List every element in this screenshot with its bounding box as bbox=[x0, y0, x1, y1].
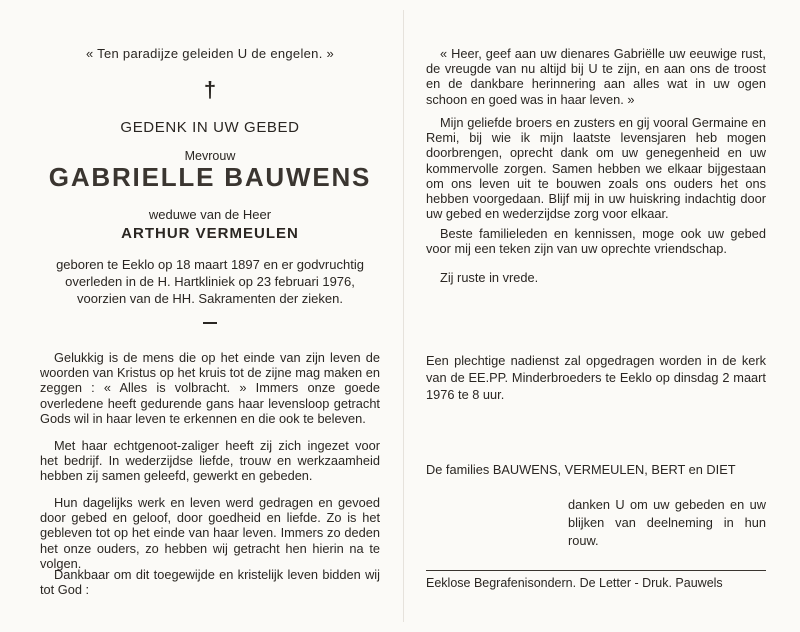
paragraph-friends: Beste familieleden en kennissen, moge ook uw gebed voor mij een teken zijn van uw oprechte vriendschap. bbox=[426, 226, 766, 257]
paragraph-echtgenoot: Met haar echtgenoot-zaliger heeft zij zich ingezet voor het bedrijf. In wederzijdse liefde, trouw en werkzaamheid hebben zij samen geleefd, gewerkt en gebeden. bbox=[40, 438, 380, 484]
printer-rule bbox=[426, 570, 766, 571]
deceased-name: GABRIELLE BAUWENS bbox=[48, 162, 372, 192]
paragraph-werk: Hun dagelijks werk en leven werd gedragen en gevoed door gebed en geloof, door goedheid en liefde. Zo is het gebleven tot op het einde van haar leven. Immers zo deden het onze ouders, zo hebben wij getracht hen hierin na te volgen. bbox=[40, 495, 380, 571]
remember-heading: GEDENK IN UW GEBED bbox=[120, 119, 300, 136]
widow-of-label: weduwe van de Heer bbox=[148, 207, 272, 222]
fold-line bbox=[403, 10, 404, 622]
paragraph-family: Mijn geliefde broers en zusters en gij vooral Germaine en Remi, bij wie ik mijn laatste levensjaren heb mogen doorbrengen, oprecht dank om uw genegenheid en uw kommervolle zorgen. Samen hebben we elkaar bijgestaan om ons leven uit te bouwen zoals ons ouders het ons hebben voorgedaan. Blijf mij in uw huiskring indachtig door uw gebed en wederzijdse zorg voor elkaar. bbox=[426, 115, 766, 222]
printer-credit: Eeklose Begrafenisondern. De Letter - Druk. Pauwels bbox=[426, 576, 723, 590]
right-panel bbox=[426, 0, 766, 632]
birth-death-info: geboren te Eeklo op 18 maart 1897 en er godvruchtig overleden in de H. Hartkliniek op 23 februari 1976, voorzien van de HH. Sakramenten der zieken. bbox=[56, 257, 364, 306]
title-mevrouw: Mevrouw bbox=[184, 149, 236, 163]
spouse-name: ARTHUR VERMEULEN bbox=[121, 225, 299, 242]
divider-dash bbox=[203, 322, 217, 324]
cross-icon: † bbox=[203, 77, 217, 102]
rest-in-peace: Zij ruste in vrede. bbox=[440, 270, 539, 285]
thanks-text: danken U om uw gebeden en uw blijken van deelneming in hun rouw. bbox=[568, 497, 766, 548]
motto: « Ten paradijze geleiden U de engelen. » bbox=[85, 46, 335, 61]
memorial-service: Een plechtige nadienst zal opgedragen worden in de kerk van de EE.PP. Minderbroeders te Eeklo op dinsdag 2 maart 1976 te 8 uur. bbox=[426, 353, 766, 402]
prayer-text: « Heer, geef aan uw dienares Gabriëlle uw eeuwige rust, de vreugde van nu altijd bij U te zijn, en aan ons de troost en de dankbare herinnering aan alles wat in uw ogen schoon en goed was in haar leven. » bbox=[426, 46, 766, 107]
left-panel bbox=[40, 0, 380, 632]
families-names: De families BAUWENS, VERMEULEN, BERT en DIET bbox=[426, 462, 736, 477]
paragraph-dankbaar: Dankbaar om dit toegewijde en kristelijk leven bidden wij tot God : bbox=[40, 567, 380, 598]
paragraph-gelukkig: Gelukkig is de mens die op het einde van zijn leven de woorden van Kristus op het kruis tot de zijne mag maken en zeggen : « Alles is volbracht. » Immers onze goede overledene heeft gedurende gans haar levensloop getracht Gods wil in haar leven te erkennen en die ook te beleven. bbox=[40, 350, 380, 426]
